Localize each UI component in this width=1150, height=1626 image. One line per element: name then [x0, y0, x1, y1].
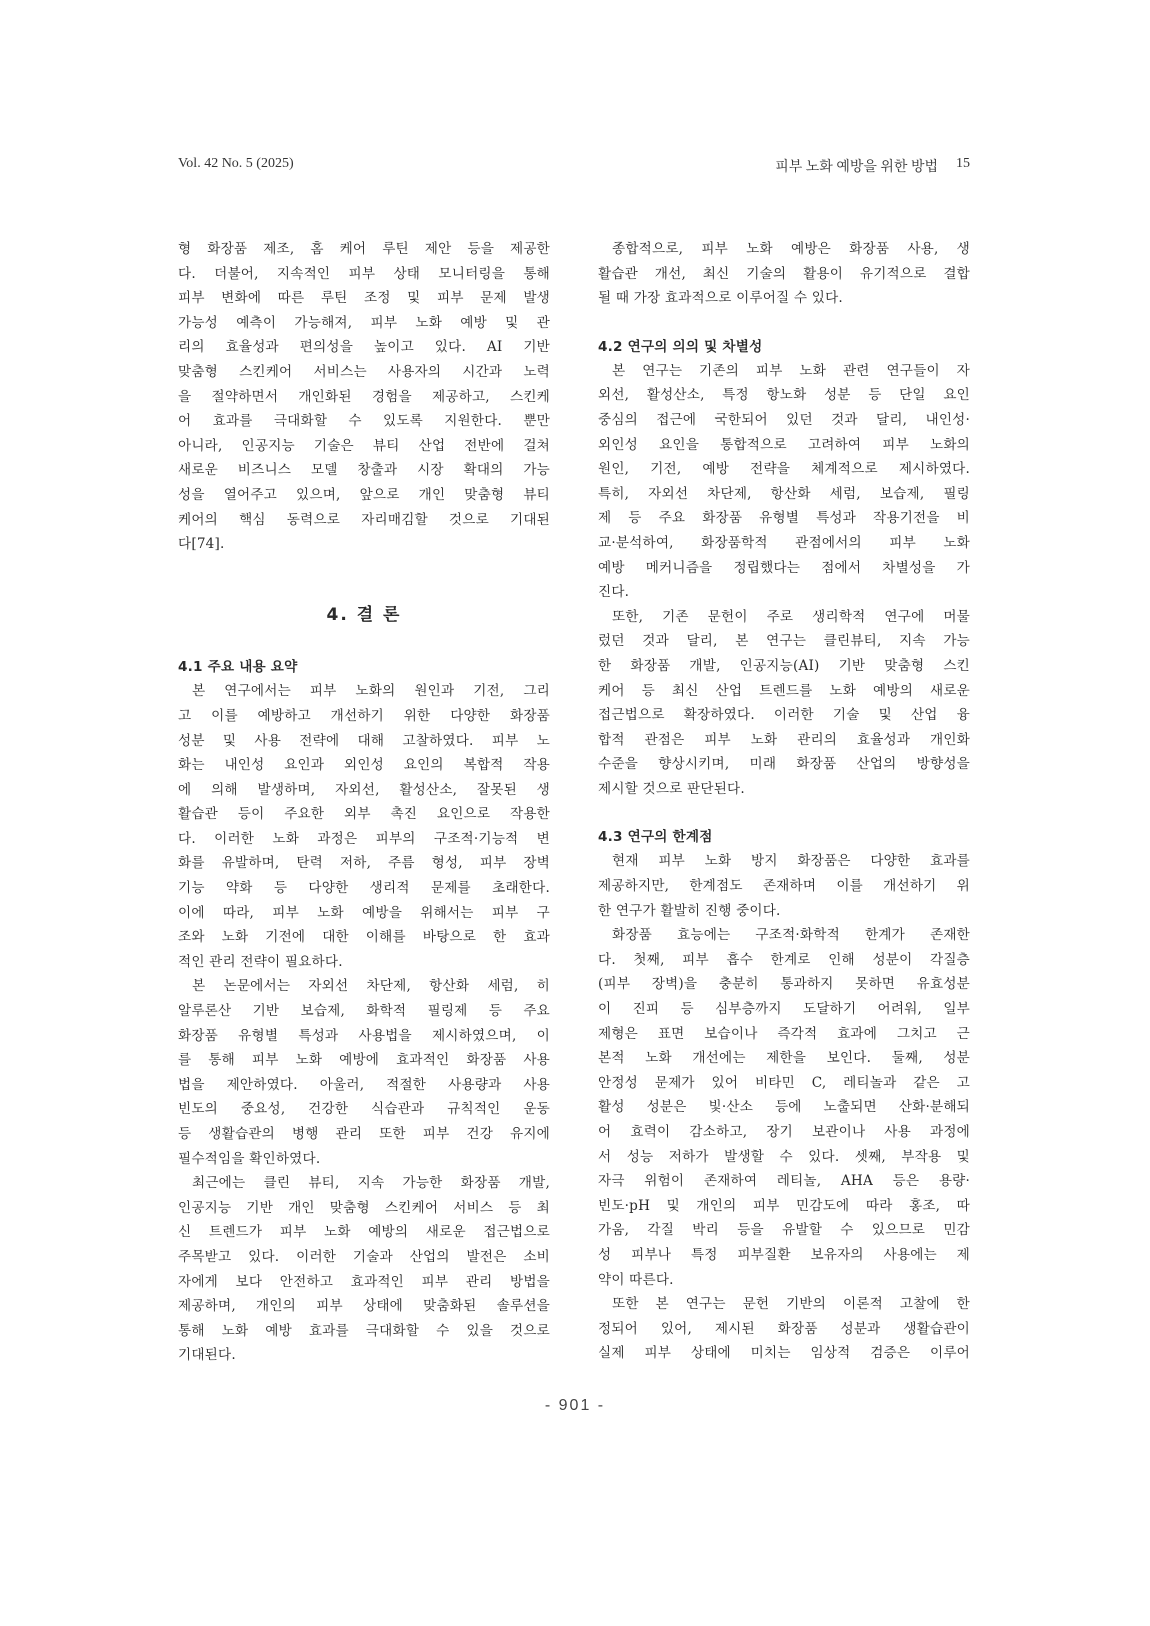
text-line: 신 트렌드가 피부 노화 예방의 새로운 접근법으로 [178, 1224, 550, 1241]
text-line: 기능 약화 등 다양한 생리적 문제를 초래한다. [178, 880, 550, 897]
text-line: 고 이를 예방하고 개선하기 위한 다양한 화장품 [178, 707, 550, 724]
text-line: 을 절약하면서 개인화된 경험을 제공하고, 스킨케 [178, 388, 550, 405]
text-line: 새로운 비즈니스 모델 창출과 시장 확대의 가능 [178, 462, 550, 479]
text-line: 서 성능 저하가 발생할 수 있다. 셋째, 부작용 및 [598, 1148, 970, 1165]
text-line: 또한 본 연구는 문헌 기반의 이론적 고찰에 한 [612, 1296, 970, 1313]
text-line: 정되어 있어, 제시된 화장품 성분과 생활습관이 [598, 1320, 970, 1337]
text-line: (피부 장벽)을 충분히 통과하지 못하면 유효성분 [598, 976, 970, 993]
text-line: 화장품 효능에는 구조적·화학적 한계가 존재한 [612, 927, 970, 944]
text-line: 다[74]. [178, 536, 225, 553]
text-line: 다. 더불어, 지속적인 피부 상태 모니터링을 통해 [178, 265, 550, 282]
spacer [598, 311, 970, 335]
text-line: 예방 메커니즘을 정립했다는 점에서 차별성을 가 [598, 559, 970, 576]
text-line: 활습관 개선, 최신 기술의 활용이 유기적으로 결합 [598, 265, 970, 282]
text-line: 화를 유발하며, 탄력 저하, 주름 형성, 피부 장벽 [178, 855, 550, 872]
journal-volume: Vol. 42 No. 5 (2025) [178, 156, 294, 171]
text-line: 외선, 활성산소, 특정 항노화 성분 등 단일 요인 [598, 387, 970, 404]
text-line: 어 효력이 감소하고, 장기 보관이나 사용 과정에 [598, 1124, 970, 1140]
running-title-group [775, 156, 970, 176]
text-line: 리의 효율성과 편의성을 높이고 있다. AI 기반 [178, 339, 550, 356]
subsection-title-4-1: 4.1 주요 내용 요약 [178, 659, 298, 676]
text-line: 기대된다. [178, 1347, 236, 1364]
text-line: 성을 열어주고 있으며, 앞으로 개인 맞춤형 뷰티 [178, 486, 550, 503]
continued-paragraph [178, 237, 550, 557]
text-line: 종합적으로, 피부 노화 예방은 화장품 사용, 생 [612, 241, 970, 257]
text-line: 특히, 자외선 차단제, 항산화 세럼, 보습제, 필링 [598, 485, 970, 502]
text-line: 한 화장품 개발, 인공지능(AI) 기반 맞춤형 스킨 [598, 657, 970, 674]
text-line: 한 연구가 활발히 진행 중이다. [598, 902, 781, 919]
text-line: 본 논문에서는 자외선 차단제, 항산화 세럼, 히 [192, 978, 550, 995]
text-line: 어 효과를 극대화할 수 있도록 지원한다. 뿐만 [178, 413, 550, 430]
text-line: 다. 이러한 노화 과정은 피부의 구조적·기능적 변 [178, 830, 550, 847]
paragraph [598, 1292, 970, 1366]
text-line: 피부 변화에 따른 루틴 조정 및 피부 문제 발생 [178, 290, 550, 307]
text-line: 제형은 표면 보습이나 즉각적 효과에 그치고 근 [598, 1025, 970, 1042]
text-line: 외인성 요인을 통합적으로 고려하여 피부 노화의 [598, 436, 970, 453]
running-title: 피부 노화 예방을 위한 방법 [775, 160, 938, 175]
right-column [598, 237, 970, 1366]
closing-paragraph [598, 237, 970, 311]
text-line: 교·분석하여, 화장품학적 관점에서의 피부 노화 [598, 534, 970, 551]
text-line: 활성 성분은 빛·산소 등에 노출되면 산화·분해되 [598, 1099, 970, 1116]
text-line: 자극 위험이 존재하여 레티놀, AHA 등은 용량· [598, 1173, 970, 1190]
text-line: 빈도·pH 및 개인의 피부 민감도에 따라 홍조, 따 [598, 1197, 970, 1214]
text-line: 인공지능 기반 개인 맞춤형 스킨케어 서비스 등 최 [178, 1199, 550, 1216]
text-line: 를 통해 피부 노화 예방에 효과적인 화장품 사용 [178, 1052, 550, 1069]
text-line: 통해 노화 예방 효과를 극대화할 수 있을 것으로 [178, 1322, 550, 1339]
text-line: 아니라, 인공지능 기술은 뷰티 산업 전반에 걸쳐 [178, 437, 550, 454]
text-line: 렀던 것과 달리, 본 연구는 클린뷰티, 지속 가능 [598, 633, 970, 650]
text-line: 필수적임을 확인하였다. [178, 1150, 321, 1167]
text-line: 케어 등 최신 산업 트렌드를 노화 예방의 새로운 [598, 682, 970, 699]
text-line: 제공하지만, 한계점도 존재하며 이를 개선하기 위 [598, 878, 970, 895]
text-line: 화장품 유형별 특성과 사용법을 제시하였으며, 이 [178, 1027, 550, 1044]
paragraph [598, 359, 970, 605]
text-line: 약이 따른다. [598, 1271, 674, 1288]
text-line: 등 생활습관의 병행 관리 또한 피부 건강 유지에 [178, 1126, 550, 1142]
text-line: 활습관 등이 주요한 외부 촉진 요인으로 작용한 [178, 806, 550, 823]
text-line: 맞춤형 스킨케어 서비스는 사용자의 시간과 노력 [178, 363, 550, 380]
text-line: 중심의 접근에 국한되어 있던 것과 달리, 내인성· [598, 411, 970, 428]
spacer [598, 801, 970, 825]
text-line: 될 때 가장 효과적으로 이루어질 수 있다. [598, 290, 843, 307]
text-line: 다. 첫째, 피부 흡수 한계로 인해 성분이 각질층 [598, 951, 970, 968]
paragraph [178, 1171, 550, 1368]
text-line: 화는 내인성 요인과 외인성 요인의 복합적 작용 [178, 757, 550, 774]
text-line: 제공하며, 개인의 피부 상태에 맞춤화된 솔루션을 [178, 1298, 550, 1315]
paragraph [598, 923, 970, 1292]
section-title: 4. 결 론 [326, 604, 402, 625]
subsection-title-4-3: 4.3 연구의 한계점 [598, 829, 713, 846]
text-line: 현재 피부 노화 방지 화장품은 다양한 효과를 [612, 853, 970, 870]
text-line: 합적 관점은 피부 노화 관리의 효율성과 개인화 [598, 731, 970, 748]
text-line: 주목받고 있다. 이러한 기술과 산업의 발전은 소비 [178, 1248, 550, 1265]
text-line: 조와 노화 기전에 대한 이해를 바탕으로 한 효과 [178, 929, 550, 946]
paragraph [178, 679, 550, 974]
text-line: 본 연구는 기존의 피부 노화 관련 연구들이 자 [612, 362, 970, 379]
text-line: 가움, 각질 박리 등을 유발할 수 있으므로 민감 [598, 1222, 970, 1239]
text-line: 에 의해 발생하며, 자외선, 활성산소, 잘못된 생 [178, 781, 550, 798]
text-line: 안정성 문제가 있어 비타민 C, 레티놀과 같은 고 [598, 1074, 970, 1091]
paragraph [598, 605, 970, 802]
running-header [178, 156, 970, 176]
text-line: 실제 피부 상태에 미치는 임상적 검증은 이루어 [598, 1345, 970, 1362]
text-line: 이에 따라, 피부 노화 예방을 위해서는 피부 구 [178, 904, 550, 921]
paragraph [178, 974, 550, 1171]
subsection-title-4-2: 4.2 연구의 의의 및 차별성 [598, 338, 763, 355]
text-line: 케어의 핵심 동력으로 자리매김할 것으로 기대된 [178, 511, 550, 528]
text-line: 법을 제안하였다. 아울러, 적절한 사용량과 사용 [178, 1076, 550, 1093]
text-line: 또한, 기존 문헌이 주로 생리학적 연구에 머물 [612, 608, 970, 625]
text-line: 진다. [598, 584, 630, 601]
text-line: 빈도의 중요성, 건강한 식습관과 규칙적인 운동 [178, 1101, 550, 1118]
text-line: 형 화장품 제조, 홈 케어 루틴 제안 등을 제공한 [178, 241, 550, 257]
text-line: 최근에는 클린 뷰티, 지속 가능한 화장품 개발, [192, 1175, 550, 1192]
text-line: 수준을 향상시키며, 미래 화장품 산업의 방향성을 [598, 756, 970, 773]
text-line: 가능성 예측이 가능해져, 피부 노화 예방 및 관 [178, 314, 550, 331]
paragraph [598, 849, 970, 923]
text-line: 접근법으로 확장하였다. 이러한 기술 및 산업 융 [598, 707, 970, 724]
text-line: 성 피부나 특정 피부질환 보유자의 사용에는 제 [598, 1246, 970, 1263]
text-line: 원인, 기전, 예방 전략을 체계적으로 제시하였다. [598, 461, 970, 478]
text-line: 알루론산 기반 보습제, 화학적 필링제 등 주요 [178, 1003, 550, 1020]
text-line: 본 연구에서는 피부 노화의 원인과 기전, 그리 [192, 683, 550, 700]
page-number: - 901 - [544, 1397, 606, 1414]
text-line: 자에게 보다 안전하고 효과적인 피부 관리 방법을 [178, 1273, 550, 1290]
text-line: 성분 및 사용 전략에 대해 고찰하였다. 피부 노 [178, 732, 550, 749]
text-line: 적인 관리 전략이 필요하다. [178, 953, 343, 970]
header-page-number: 15 [956, 156, 970, 171]
text-line: 제 등 주요 화장품 유형별 특성과 작용기전을 비 [598, 510, 970, 527]
text-line: 본적 노화 개선에는 제한을 보인다. 둘째, 성분 [598, 1050, 970, 1067]
text-line: 이 진피 등 심부층까지 도달하기 어려워, 일부 [598, 1001, 970, 1018]
left-column [178, 237, 550, 1368]
text-line: 제시할 것으로 판단된다. [598, 780, 745, 797]
